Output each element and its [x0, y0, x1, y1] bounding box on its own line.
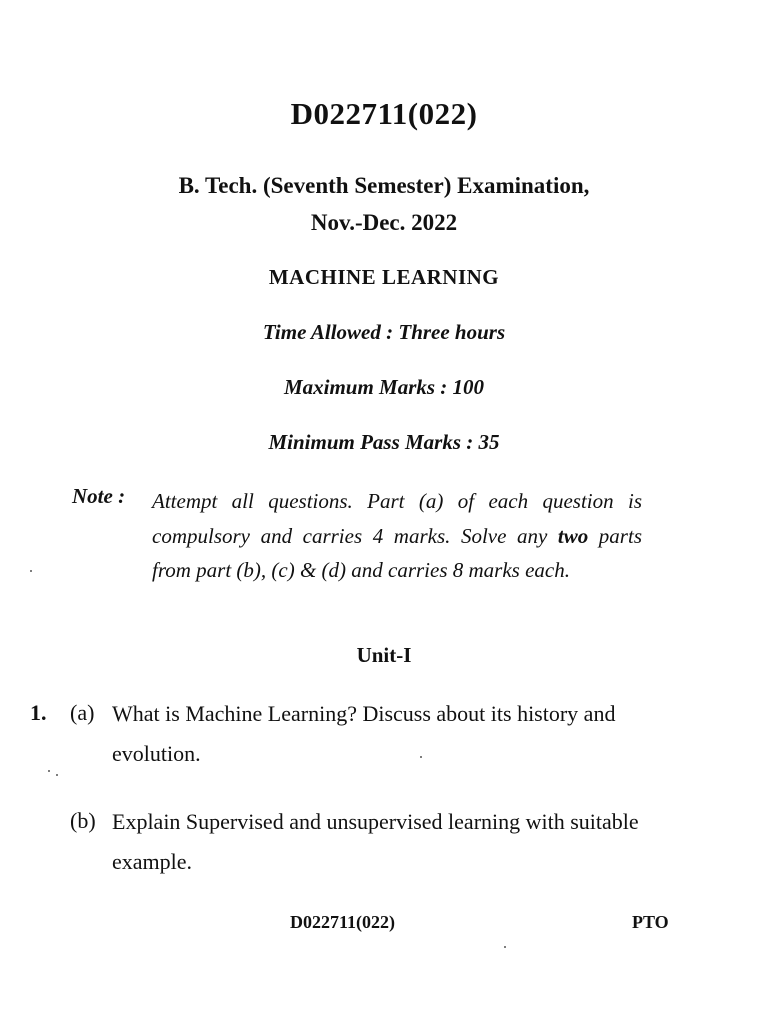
minimum-pass-marks: Minimum Pass Marks : 35	[268, 430, 500, 454]
scan-speck	[30, 570, 32, 572]
note-text-part-2: parts from part (b), (c) & (d) and carries 8 marks each.	[152, 523, 642, 582]
part-a-text: What is Machine Learning? Discuss about its history and evolution.	[112, 701, 616, 766]
note-label: Note :	[72, 484, 126, 508]
maximum-marks: Maximum Marks : 100	[283, 375, 485, 399]
scan-speck	[420, 756, 422, 758]
subject-title: MACHINE LEARNING	[268, 265, 500, 289]
scan-speck	[504, 946, 506, 948]
exam-session: Nov.-Dec. 2022	[310, 210, 458, 235]
question-number: 1.	[30, 700, 47, 725]
part-b-text: Explain Supervised and unsupervised learning with suitable example.	[112, 809, 639, 874]
footer-paper-code: D022711(022)	[290, 912, 395, 932]
part-a-label: (a)	[70, 700, 95, 725]
scan-speck	[48, 770, 50, 772]
part-b-label: (b)	[70, 808, 96, 833]
scan-speck	[56, 774, 58, 776]
note-bold-word: two	[557, 523, 589, 548]
exam-title: B. Tech. (Seventh Semester) Examination,	[178, 173, 590, 198]
unit-heading: Unit-I	[356, 643, 412, 667]
note-text-part-1: Attempt all questions. Part (a) of each question is compulsory and carries 4 marks. Solve any	[152, 489, 642, 548]
paper-code-header: D022711(022)	[290, 96, 478, 131]
note-text	[152, 484, 642, 588]
time-allowed: Time Allowed : Three hours	[262, 320, 506, 344]
footer-pto: PTO	[632, 912, 669, 932]
